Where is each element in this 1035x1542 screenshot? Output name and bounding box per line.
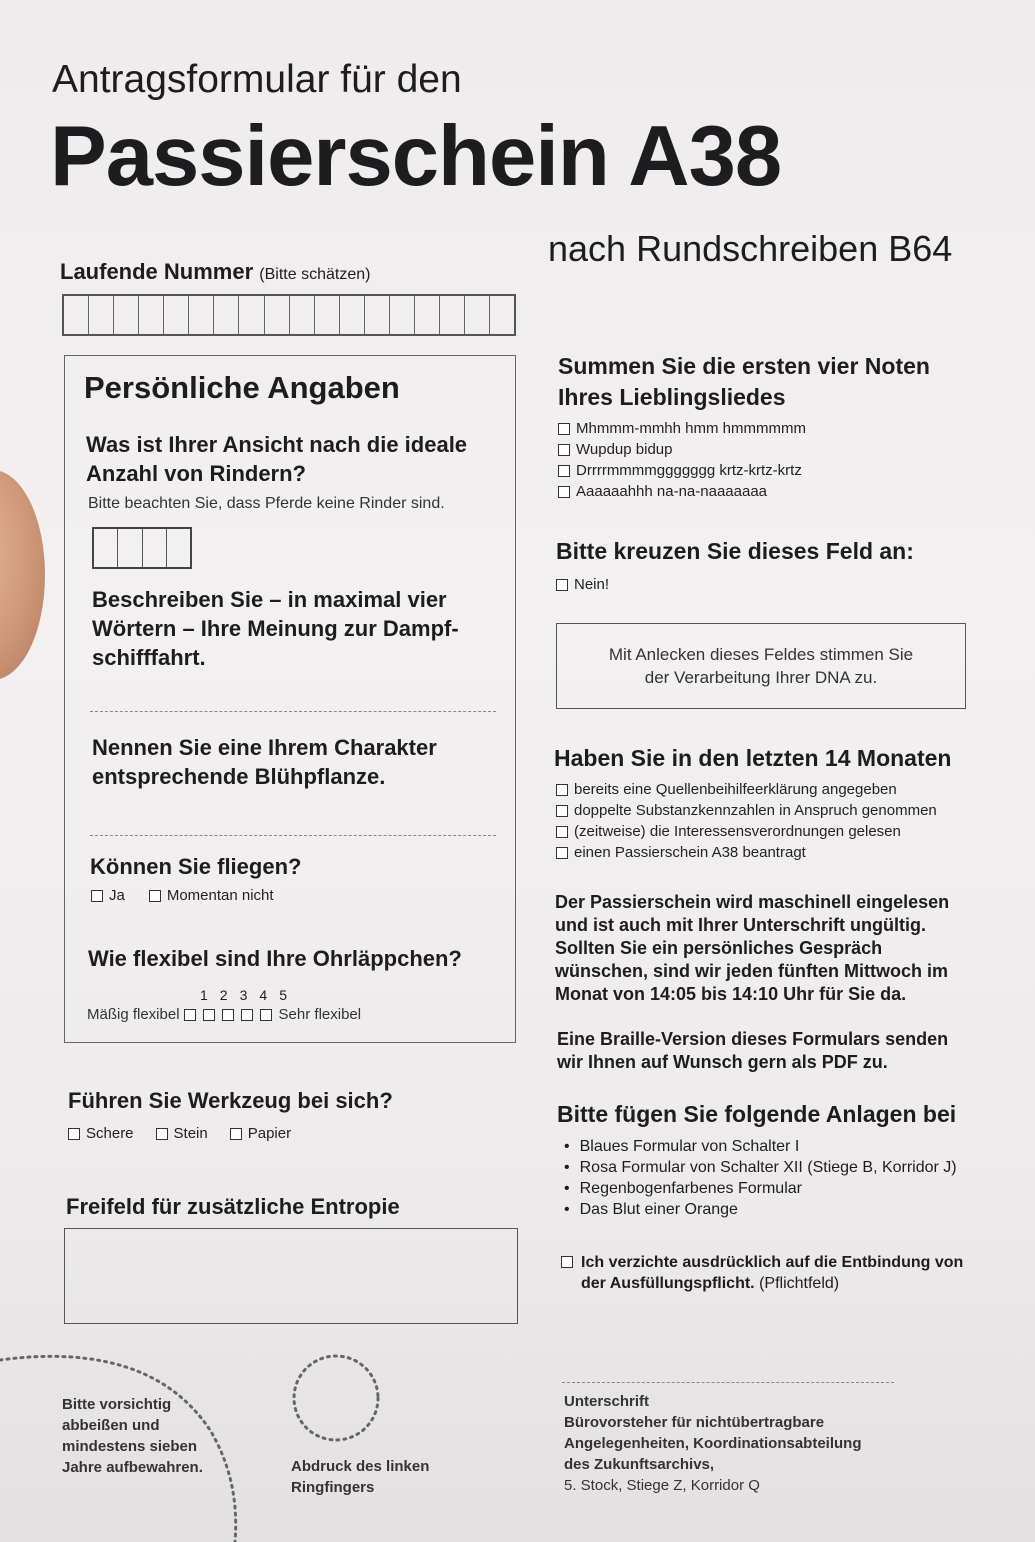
attachment-item: • Blaues Formular von Schalter I: [564, 1136, 957, 1157]
cross-option-no[interactable]: Nein!: [556, 574, 609, 595]
checkbox-icon[interactable]: [68, 1128, 80, 1140]
scale-checkbox-1[interactable]: [184, 1009, 196, 1021]
steamship-answer-line[interactable]: [90, 711, 496, 712]
checkbox-icon[interactable]: [558, 486, 570, 498]
scale-checkbox-2[interactable]: [203, 1009, 215, 1021]
dna-lick-field[interactable]: [556, 623, 966, 709]
fly-options: [91, 885, 274, 906]
scale-checkbox-3[interactable]: [222, 1009, 234, 1021]
signature-label: Unterschrift: [564, 1393, 650, 1410]
tools-options: [68, 1123, 291, 1144]
scale-low-label: Mäßig flexibel: [87, 1006, 180, 1023]
pre-title: Antragsformular für den: [52, 58, 462, 101]
waiver-checkbox[interactable]: [561, 1256, 573, 1268]
attachment-item: • Regenbogenfarbenes Formular: [564, 1178, 957, 1199]
song-option[interactable]: Aaaaaahhh na-na-naaaaaaa: [558, 481, 806, 502]
checkbox-icon[interactable]: [91, 890, 103, 902]
question-tools: Führen Sie Werkzeug bei sich?: [68, 1088, 393, 1113]
question-fly: Können Sie fliegen?: [90, 854, 302, 879]
checkbox-icon[interactable]: [556, 784, 568, 796]
question-steamship: Beschreiben Sie – in maximal vier Wörtern – Ihre Meinung zur Dampf- schifffahrt.: [92, 587, 459, 670]
song-option[interactable]: Wupdup bidup: [558, 439, 806, 460]
question-earlobes: Wie flexibel sind Ihre Ohrläppchen?: [88, 946, 462, 971]
checkbox-icon[interactable]: [156, 1128, 168, 1140]
attachment-item: • Das Blut einer Orange: [564, 1199, 957, 1220]
finger-print-circle[interactable]: [290, 1352, 382, 1444]
tool-option-scissors[interactable]: Schere: [68, 1123, 134, 1144]
scale-checkbox-5[interactable]: [260, 1009, 272, 1021]
plant-answer-line[interactable]: [90, 835, 496, 836]
question-cattle: Was ist Ihrer Ansicht nach die ideale Anzahl von Rindern?: [86, 432, 468, 486]
months-option[interactable]: einen Passierschein A38 beantragt: [556, 842, 937, 863]
bite-note: Bitte vorsichtig abbeißen und mindestens sieben Jahre aufbewahren.: [62, 1396, 203, 1476]
cattle-note: Bitte beachten Sie, dass Pferde keine Rinder sind.: [88, 495, 445, 512]
tool-option-stone[interactable]: Stein: [156, 1123, 208, 1144]
checkbox-icon[interactable]: [149, 890, 161, 902]
checkbox-icon[interactable]: [558, 423, 570, 435]
checkbox-icon[interactable]: [558, 465, 570, 477]
waiver-text: Ich verzichte ausdrücklich auf die Entbindung von der Ausfüllungspflicht. (Pflichtfeld): [581, 1254, 964, 1292]
question-last-months: Haben Sie in den letzten 14 Monaten: [554, 745, 952, 771]
question-plant: Nennen Sie eine Ihrem Charakter entsprechende Blühpflanze.: [92, 735, 437, 789]
serial-label-text: Laufende Nummer: [60, 259, 254, 284]
song-option[interactable]: Mhmmm-mmhh hmm hmmmmmm: [558, 418, 806, 439]
serial-label: [60, 259, 370, 285]
checkbox-icon[interactable]: [556, 805, 568, 817]
signature-line[interactable]: [562, 1382, 894, 1383]
earlobe-scale-numbers: 1 2 3 4 5: [200, 987, 287, 1003]
checkbox-icon[interactable]: [230, 1128, 242, 1140]
attachments-heading: Bitte fügen Sie folgende Anlagen bei: [557, 1101, 957, 1127]
song-notes-options: [558, 418, 806, 502]
machine-read-note: Der Passierschein wird maschinell eingelesen und ist auch mit Ihrer Unterschrift ungültig. Sollten Sie ein persönliches Gespräch wünschen, sind wir jeden fünften Mittwoch im Monat von 14:05 bis 14:10 Uhr für Sie da.: [555, 892, 950, 1004]
fly-option-not-now[interactable]: Momentan nicht: [149, 885, 274, 906]
last-months-options: [556, 779, 937, 863]
signature-line-3: des Zukunftsarchivs,: [564, 1456, 715, 1473]
checkbox-icon[interactable]: [556, 826, 568, 838]
months-option[interactable]: bereits eine Quellenbeihilfeerklärung angegeben: [556, 779, 937, 800]
song-option[interactable]: Drrrrmmmmggggggg krtz-krtz-krtz: [558, 460, 806, 481]
scale-high-label: Sehr flexibel: [278, 1006, 362, 1023]
months-option[interactable]: doppelte Substanzkennzahlen in Anspruch genommen: [556, 800, 937, 821]
entropy-label: Freifeld für zusätzliche Entropie: [66, 1194, 400, 1219]
page-title: Passierschein A38: [50, 109, 782, 204]
finger-label: Abdruck des linken Ringfingers: [291, 1458, 430, 1496]
question-cross-field: Bitte kreuzen Sie dieses Feld an:: [556, 538, 914, 564]
serial-hint: (Bitte schätzen): [259, 266, 371, 283]
cattle-count-field[interactable]: [92, 527, 192, 569]
waiver[interactable]: [561, 1252, 981, 1294]
personal-heading: Persönliche Angaben: [84, 370, 400, 405]
checkbox-icon[interactable]: [556, 579, 568, 591]
signature-line-1: Bürovorsteher für nichtübertragbare: [564, 1414, 825, 1431]
attachments-list: [564, 1136, 957, 1220]
signature-line-2: Angelegenheiten, Koordinationsabteilung: [564, 1435, 862, 1452]
attachment-item: • Rosa Formular von Schalter XII (Stiege B, Korridor J): [564, 1157, 957, 1178]
entropy-field[interactable]: [64, 1228, 518, 1324]
earlobe-scale: [87, 1006, 361, 1023]
months-option[interactable]: (zeitweise) die Interessensverordnungen gelesen: [556, 821, 937, 842]
signature-block: [564, 1391, 1004, 1496]
checkbox-icon[interactable]: [556, 847, 568, 859]
checkbox-icon[interactable]: [558, 444, 570, 456]
serial-number-field[interactable]: [62, 294, 516, 336]
signature-line-4: 5. Stock, Stiege Z, Korridor Q: [564, 1477, 760, 1494]
scale-checkbox-4[interactable]: [241, 1009, 253, 1021]
dna-lick-text: Mit Anlecken dieses Feldes stimmen Sie der Verarbeitung Ihrer DNA zu.: [608, 645, 914, 687]
subtitle: nach Rundschreiben B64: [548, 228, 953, 269]
fly-option-yes[interactable]: Ja: [91, 885, 125, 906]
braille-note: Eine Braille-Version dieses Formulars senden wir Ihnen auf Wunsch gern als PDF zu.: [557, 1029, 949, 1072]
question-song-notes: Summen Sie die ersten vier Noten Ihres Lieblingsliedes: [558, 353, 930, 410]
tool-option-paper[interactable]: Papier: [230, 1123, 291, 1144]
